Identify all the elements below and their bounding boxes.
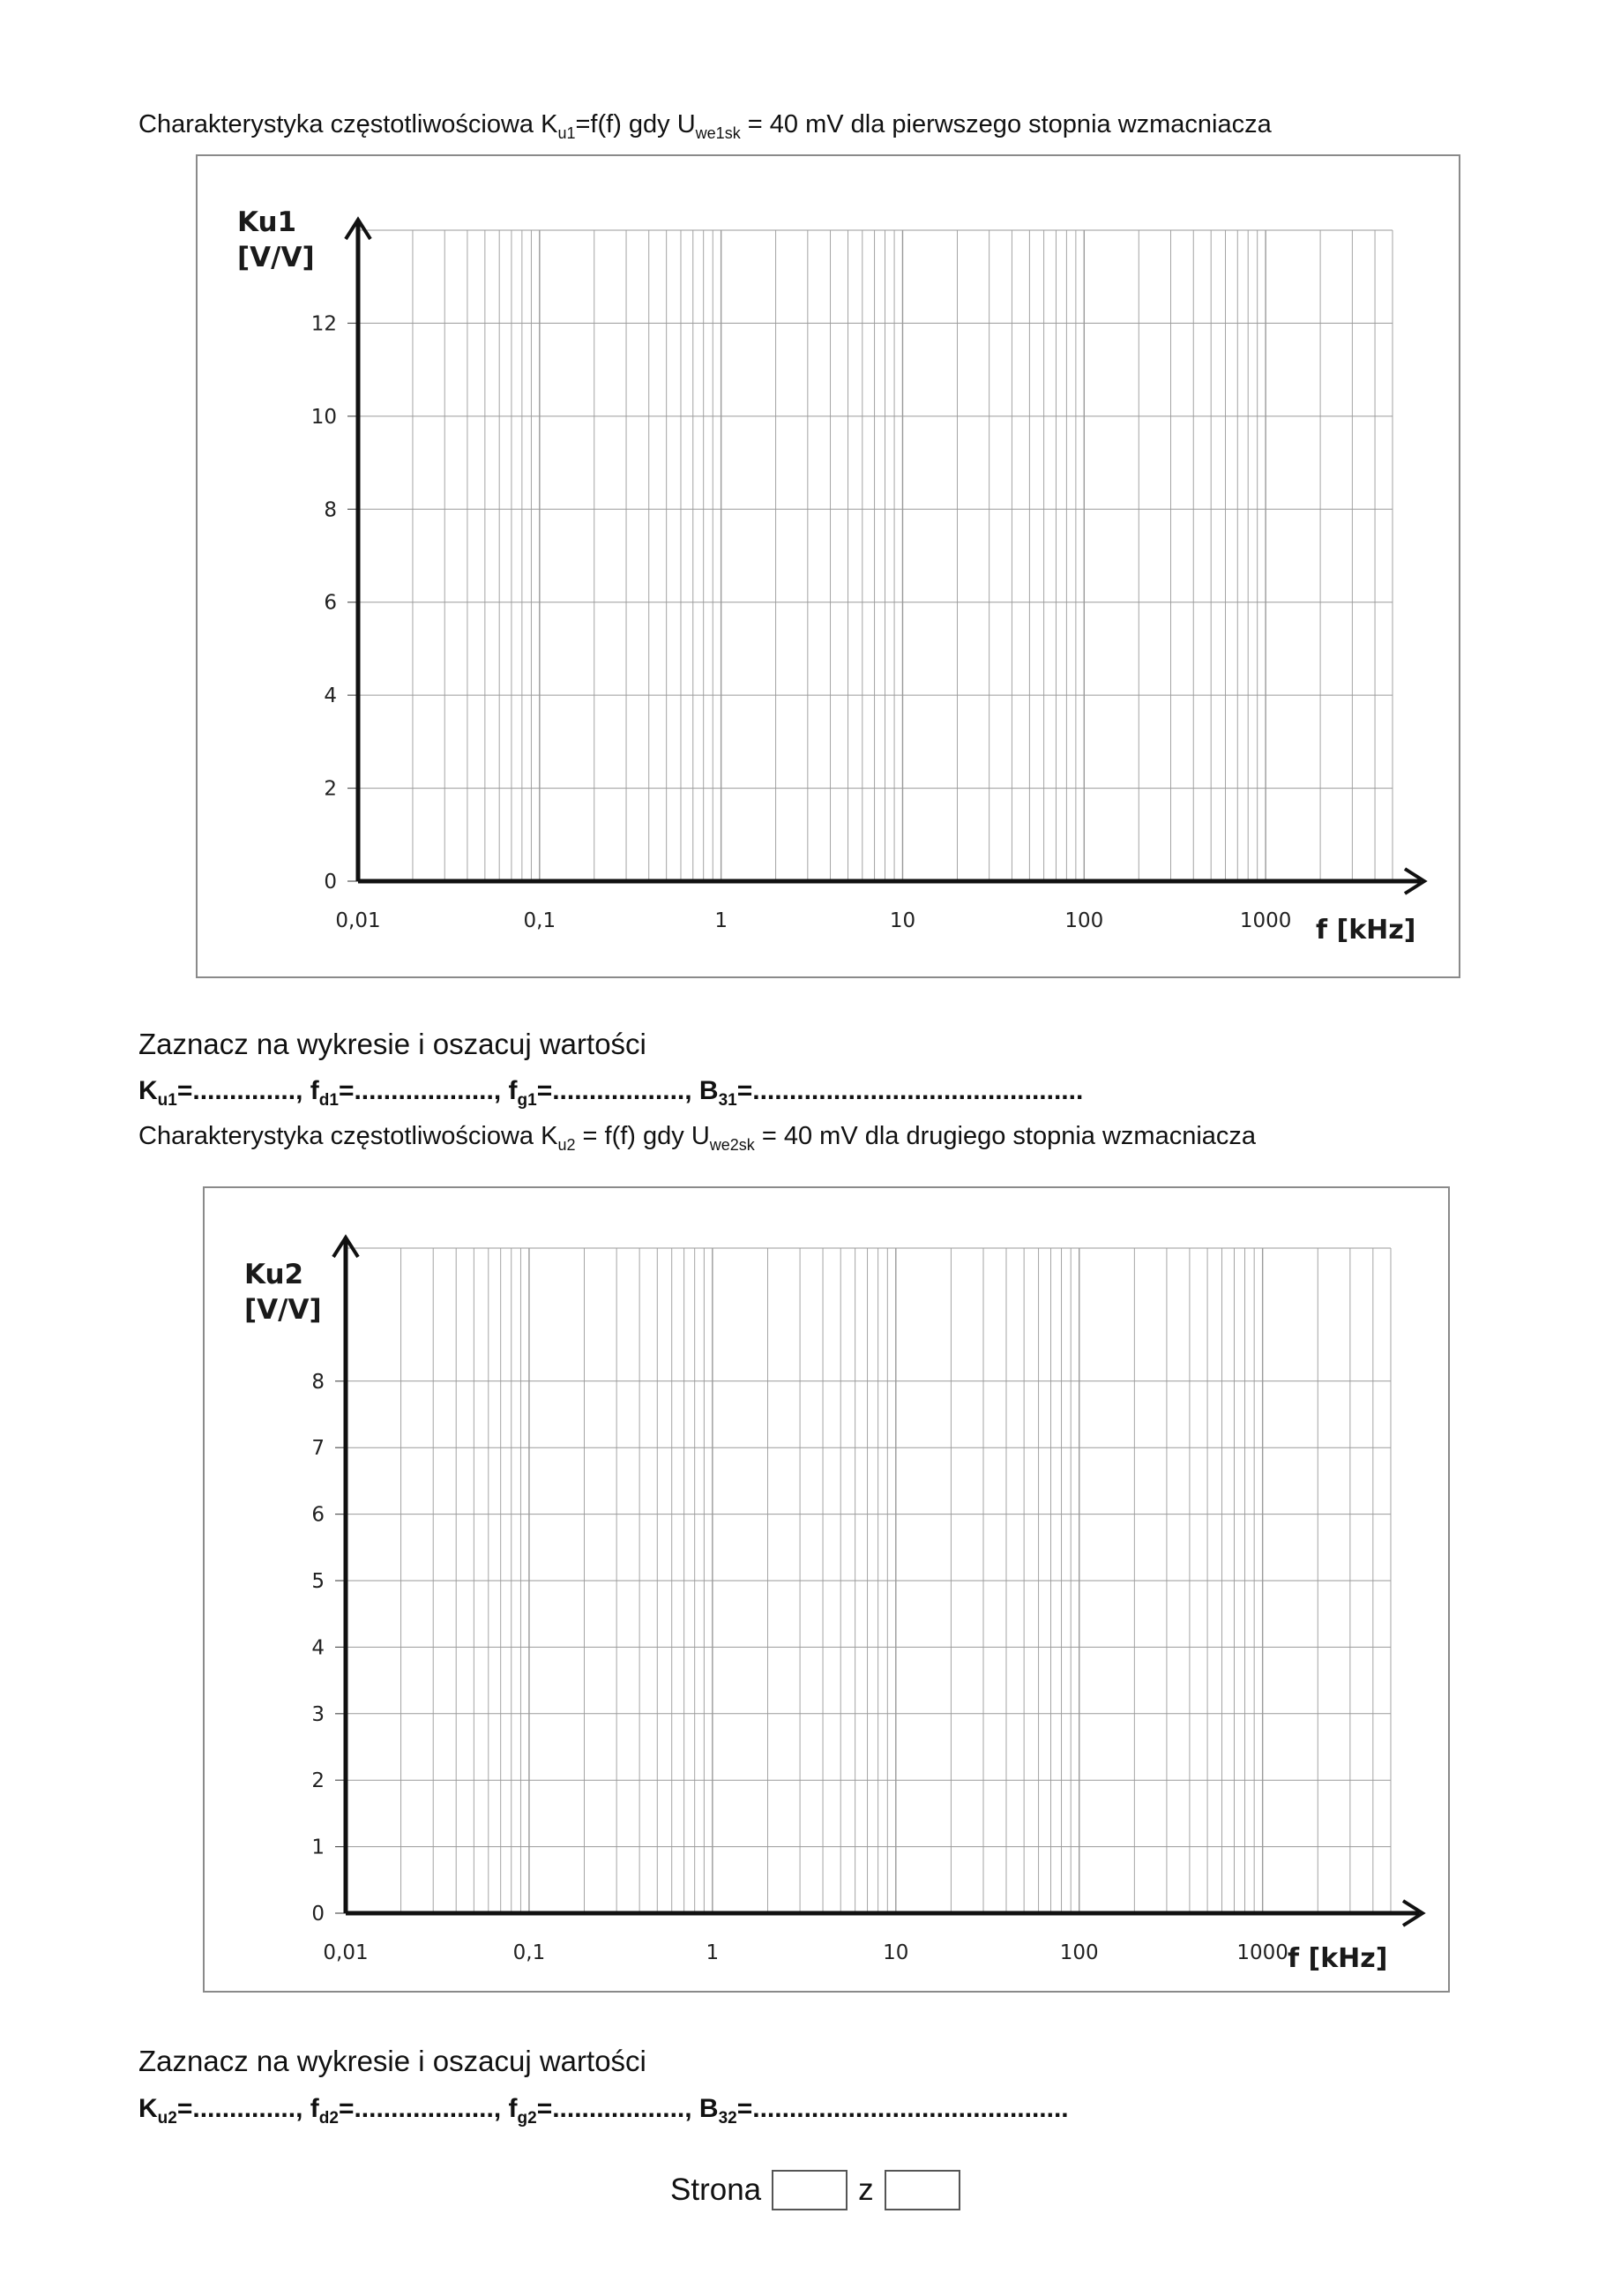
field-label: B <box>698 1076 719 1105</box>
chart2-caption-text: Charakterystyka częstotliwościowa K <box>138 1122 558 1150</box>
fd2-blank[interactable]: =..................., <box>338 2094 509 2123</box>
chart1-caption <box>138 110 1272 143</box>
chart1-caption-text: = 40 mV dla pierwszego stopnia wzmacniacza <box>740 110 1272 138</box>
field-label: K <box>138 1076 158 1105</box>
chart2-caption-sub: we2sk <box>709 1135 755 1154</box>
chart2-ytick-label: 7 <box>311 1437 325 1461</box>
chart1-xtick-label: 0,01 <box>335 909 381 932</box>
chart2-ytick-label: 8 <box>311 1370 325 1394</box>
chart1-xtick-label: 1 <box>714 909 728 932</box>
chart2-ytick-label: 0 <box>311 1903 325 1926</box>
field-label: f <box>508 2094 518 2123</box>
chart1-ytick-label: 2 <box>324 777 337 801</box>
field-sub: g1 <box>517 1091 537 1110</box>
chart2-ytick-label: 5 <box>311 1570 325 1593</box>
field-label: f <box>310 2094 319 2123</box>
field-sub: 32 <box>718 2109 737 2128</box>
page-footer <box>670 2170 960 2210</box>
fg2-blank[interactable]: =.................., <box>536 2094 699 2123</box>
page-label: Strona <box>670 2173 762 2207</box>
field-sub: 31 <box>718 1091 737 1110</box>
fd1-blank[interactable]: =..................., <box>338 1076 509 1105</box>
chart1-ytick-label: 6 <box>324 591 337 615</box>
page-of-label: z <box>858 2173 874 2207</box>
chart1-xtick-label: 10 <box>889 909 916 932</box>
chart2-ytick-label: 6 <box>311 1503 325 1527</box>
chart1-ytick-label: 8 <box>324 498 337 522</box>
chart1-xtick-label: 100 <box>1064 909 1104 932</box>
chart1-xtick-label: 0,1 <box>523 909 556 932</box>
chart1-frame <box>196 154 1460 978</box>
field-sub: d1 <box>318 1091 339 1110</box>
field-label: B <box>698 2094 719 2123</box>
chart2-caption-text: = 40 mV dla drugiego stopnia wzmacniacza <box>754 1122 1257 1150</box>
chart2-xtick-label: 1 <box>706 1941 720 1964</box>
field-label: f <box>508 1076 518 1105</box>
chart1-ytick-label: 10 <box>310 405 337 429</box>
chart2-xtick-label: 100 <box>1059 1941 1099 1964</box>
chart2-plot <box>205 1188 1448 1991</box>
chart1-x-axis-title: f [kHz] <box>1316 915 1416 946</box>
chart2-caption-sub: u2 <box>557 1135 576 1154</box>
chart1-caption-sub: u1 <box>557 123 576 142</box>
chart2-ylabel-name: Ku2 <box>244 1259 304 1290</box>
chart1-ytick-label: 0 <box>324 871 337 894</box>
b31-blank[interactable]: =............................................. <box>736 1076 1084 1105</box>
chart1-ylabel-unit: [V/V] <box>237 242 315 273</box>
field-label: f <box>310 1076 319 1105</box>
chart2-caption <box>138 1122 1256 1155</box>
field-sub: g2 <box>517 2109 537 2128</box>
field-sub: d2 <box>318 2109 339 2128</box>
chart2-y-axis-title <box>244 1257 322 1327</box>
chart1-ylabel-name: Ku1 <box>237 206 297 238</box>
field-sub: u1 <box>157 1091 177 1110</box>
chart2-ytick-label: 4 <box>311 1636 325 1660</box>
chart2-ytick-label: 3 <box>311 1702 325 1726</box>
chart2-x-axis-title: f [kHz] <box>1288 1943 1388 1974</box>
values-row-1 <box>138 1076 1083 1111</box>
chart1-plot <box>198 156 1459 976</box>
chart2-xtick-label: 0,01 <box>323 1941 369 1964</box>
field-sub: u2 <box>157 2109 177 2128</box>
chart2-caption-text: = f(f) gdy U <box>575 1122 710 1150</box>
page-number-box[interactable] <box>772 2170 848 2210</box>
chart1-caption-sub: we1sk <box>695 123 741 142</box>
chart1-y-axis-title <box>237 205 315 275</box>
values-row-2 <box>138 2094 1069 2128</box>
field-label: K <box>138 2094 158 2123</box>
chart1-xtick-label: 1000 <box>1239 909 1292 932</box>
chart2-xtick-label: 0,1 <box>512 1941 546 1964</box>
instruction-2: Zaznacz na wykresie i oszacuj wartości <box>138 2045 646 2077</box>
chart2-xtick-label: 10 <box>883 1941 909 1964</box>
chart1-ytick-label: 12 <box>310 312 337 336</box>
instruction-1: Zaznacz na wykresie i oszacuj wartości <box>138 1028 646 1060</box>
ku1-blank[interactable]: =.............., <box>176 1076 310 1105</box>
chart2-ylabel-unit: [V/V] <box>244 1294 322 1326</box>
chart2-ytick-label: 2 <box>311 1769 325 1793</box>
chart2-frame <box>203 1186 1450 1993</box>
chart2-ytick-label: 1 <box>311 1836 325 1859</box>
fg1-blank[interactable]: =.................., <box>536 1076 699 1105</box>
chart1-ytick-label: 4 <box>324 684 337 708</box>
ku2-blank[interactable]: =.............., <box>176 2094 310 2123</box>
chart1-caption-text: Charakterystyka częstotliwościowa K <box>138 110 558 138</box>
b32-blank[interactable]: =........................................... <box>736 2094 1069 2123</box>
page-total-box[interactable] <box>885 2170 960 2210</box>
chart1-caption-text: =f(f) gdy U <box>575 110 696 138</box>
chart2-xtick-label: 1000 <box>1236 1941 1288 1964</box>
